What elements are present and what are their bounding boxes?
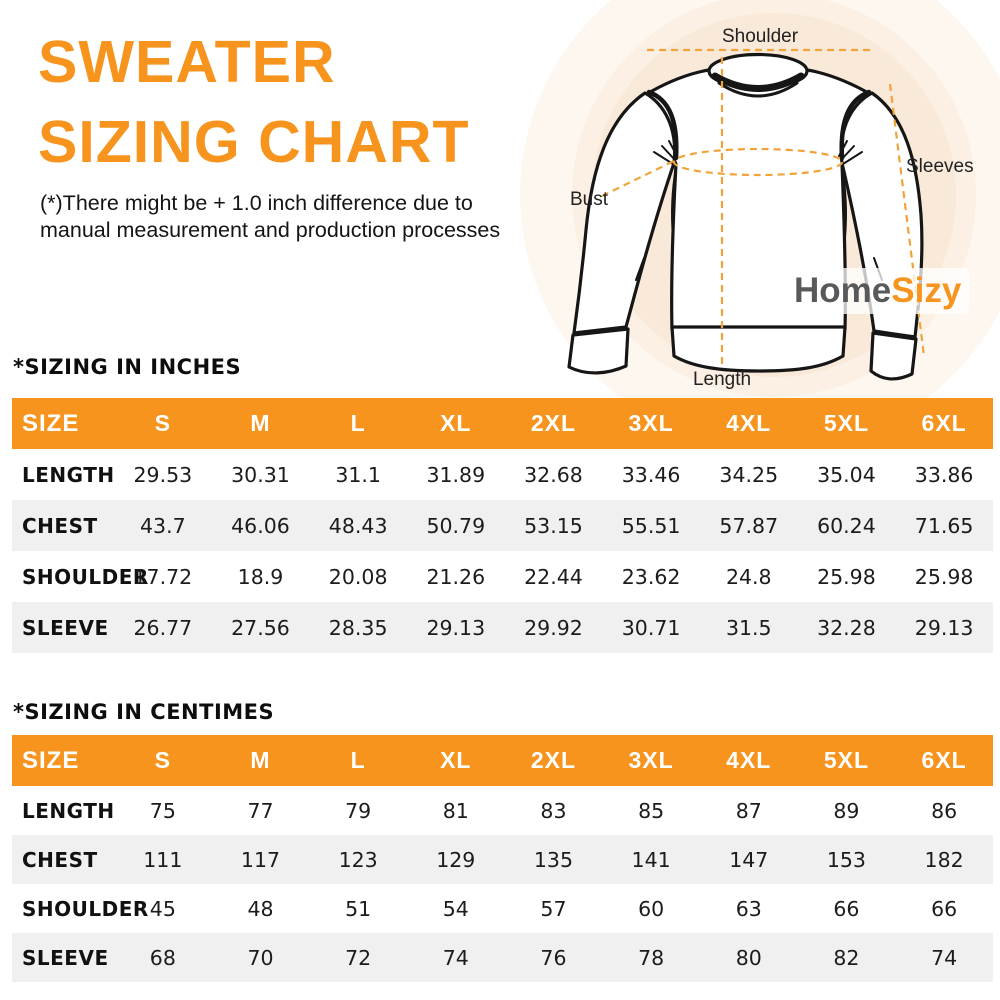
size-value-cell: 57.87 (700, 500, 798, 551)
section-title-centimes: *SIZING IN CENTIMES (13, 700, 275, 724)
size-value-cell: 117 (212, 835, 310, 884)
size-value-cell: 25.98 (914, 564, 974, 589)
size-value-cell: 82 (798, 933, 896, 982)
size-value-cell: 89 (833, 798, 860, 823)
section-title-inches: *SIZING IN INCHES (13, 355, 242, 379)
size-value-cell: 76 (505, 933, 603, 982)
size-value-cell: 29.13 (407, 602, 505, 653)
size-value-cell: 45 (149, 896, 176, 921)
column-header-size: SIZE (12, 398, 114, 449)
sweater-waistband (672, 327, 845, 371)
size-value-cell: 34.25 (719, 462, 779, 487)
size-value-cell: 182 (895, 835, 993, 884)
shoulder-label: Shoulder (721, 26, 799, 47)
size-value-cell: 57 (540, 896, 567, 921)
size-value-cell: 66 (833, 896, 860, 921)
column-header-6xl: 6XL (895, 735, 993, 786)
column-header-6xl: 6XL (895, 398, 993, 449)
size-value-cell: 141 (602, 835, 700, 884)
size-value-cell: 60.24 (798, 500, 896, 551)
size-value-cell: 21.26 (426, 564, 486, 589)
size-value-cell: 77 (247, 798, 274, 823)
size-value-cell: 48 (247, 896, 274, 921)
size-value-cell: 55.51 (602, 500, 700, 551)
size-value-cell: 29.53 (133, 462, 193, 487)
size-value-cell: 70 (212, 933, 310, 982)
length-label: Length (692, 369, 752, 390)
row-label: LENGTH (22, 462, 115, 487)
size-value-cell: 33.86 (914, 462, 974, 487)
table-header-row (12, 398, 993, 449)
column-header-2xl: 2XL (505, 735, 603, 786)
table-row-length (12, 786, 993, 835)
size-value-cell: 153 (798, 835, 896, 884)
column-header-5xl: 5XL (798, 398, 896, 449)
size-value-cell: 75 (149, 798, 176, 823)
table-row-sleeve (12, 933, 993, 982)
size-value-cell: 86 (931, 798, 958, 823)
column-header-m: M (212, 735, 310, 786)
disclaimer-line1: (*)There might be + 1.0 inch difference due to (40, 191, 473, 215)
row-label: SLEEVE (12, 602, 114, 653)
size-value-cell: 31.5 (700, 602, 798, 653)
size-value-cell: 20.08 (328, 564, 388, 589)
size-value-cell: 74 (407, 933, 505, 982)
sweater-right-cuff (871, 333, 916, 379)
size-value-cell: 54 (442, 896, 469, 921)
size-value-cell: 22.44 (524, 564, 583, 589)
size-value-cell: 72 (309, 933, 407, 982)
sleeves-label: Sleeves (906, 156, 974, 177)
size-value-cell: 71.65 (895, 500, 993, 551)
page-title-line1: SWEATER (38, 29, 336, 95)
size-value-cell: 29.13 (895, 602, 993, 653)
table-row-shoulder (12, 884, 993, 933)
table-row-length (12, 449, 993, 500)
size-value-cell: 35.04 (817, 462, 876, 487)
column-header-3xl: 3XL (602, 735, 700, 786)
page-title-line2: SIZING CHART (38, 109, 470, 175)
logo-text-sizy: Sizy (891, 271, 962, 310)
row-label: LENGTH (22, 798, 115, 823)
table-row-shoulder (12, 551, 993, 602)
column-header-xl: XL (407, 398, 505, 449)
size-value-cell: 66 (931, 896, 958, 921)
size-value-cell: 50.79 (407, 500, 505, 551)
size-value-cell: 32.28 (798, 602, 896, 653)
size-value-cell: 78 (602, 933, 700, 982)
column-header-s: S (114, 398, 212, 449)
homesizy-logo (786, 268, 969, 314)
bust-label: Bust (569, 189, 608, 210)
size-value-cell: 24.8 (725, 564, 772, 589)
column-header-3xl: 3XL (602, 398, 700, 449)
size-value-cell: 74 (895, 933, 993, 982)
size-value-cell: 31.89 (426, 462, 486, 487)
sizing-table-centimes (12, 735, 993, 982)
sizing-table-inches (12, 398, 993, 653)
row-label: SHOULDER (22, 564, 149, 589)
size-value-cell: 32.68 (524, 462, 583, 487)
disclaimer-line2: manual measurement and production processes (40, 218, 501, 242)
column-header-2xl: 2XL (505, 398, 603, 449)
size-value-cell: 28.35 (309, 602, 407, 653)
table-row-chest (12, 500, 993, 551)
size-value-cell: 60 (638, 896, 665, 921)
page-title (38, 22, 598, 182)
size-value-cell: 48.43 (309, 500, 407, 551)
column-header-5xl: 5XL (798, 735, 896, 786)
row-label: SLEEVE (12, 933, 114, 982)
size-value-cell: 46.06 (212, 500, 310, 551)
size-value-cell: 31.1 (335, 462, 381, 487)
sweater-left-cuff (569, 329, 628, 373)
size-value-cell: 53.15 (505, 500, 603, 551)
size-value-cell: 30.71 (602, 602, 700, 653)
column-header-s: S (114, 735, 212, 786)
row-label: CHEST (12, 835, 114, 884)
column-header-l: L (309, 735, 407, 786)
size-value-cell: 123 (309, 835, 407, 884)
size-value-cell: 17.72 (133, 564, 193, 589)
column-header-m: M (212, 398, 310, 449)
size-value-cell: 79 (345, 798, 372, 823)
size-value-cell: 81 (442, 798, 469, 823)
size-value-cell: 80 (700, 933, 798, 982)
size-value-cell: 29.92 (505, 602, 603, 653)
column-header-4xl: 4XL (700, 735, 798, 786)
size-value-cell: 87 (735, 798, 762, 823)
size-value-cell: 111 (114, 835, 212, 884)
size-value-cell: 23.62 (621, 564, 681, 589)
size-value-cell: 63 (735, 896, 762, 921)
size-value-cell: 51 (345, 896, 372, 921)
row-label: CHEST (12, 500, 114, 551)
size-value-cell: 135 (505, 835, 603, 884)
column-header-l: L (309, 398, 407, 449)
size-value-cell: 43.7 (114, 500, 212, 551)
size-value-cell: 129 (407, 835, 505, 884)
size-value-cell: 25.98 (817, 564, 876, 589)
size-value-cell: 27.56 (212, 602, 310, 653)
size-value-cell: 68 (114, 933, 212, 982)
size-value-cell: 18.9 (237, 564, 284, 589)
size-value-cell: 33.46 (621, 462, 681, 487)
size-value-cell: 26.77 (114, 602, 212, 653)
row-label: SHOULDER (22, 896, 149, 921)
disclaimer-text (40, 190, 580, 244)
table-header-row (12, 735, 993, 786)
logo-text-home: Home (794, 271, 892, 310)
column-header-xl: XL (407, 735, 505, 786)
table-row-sleeve (12, 602, 993, 653)
size-value-cell: 85 (638, 798, 665, 823)
size-value-cell: 83 (540, 798, 567, 823)
column-header-size: SIZE (12, 735, 114, 786)
size-value-cell: 30.31 (231, 462, 290, 487)
size-value-cell: 147 (700, 835, 798, 884)
column-header-4xl: 4XL (700, 398, 798, 449)
table-row-chest (12, 835, 993, 884)
